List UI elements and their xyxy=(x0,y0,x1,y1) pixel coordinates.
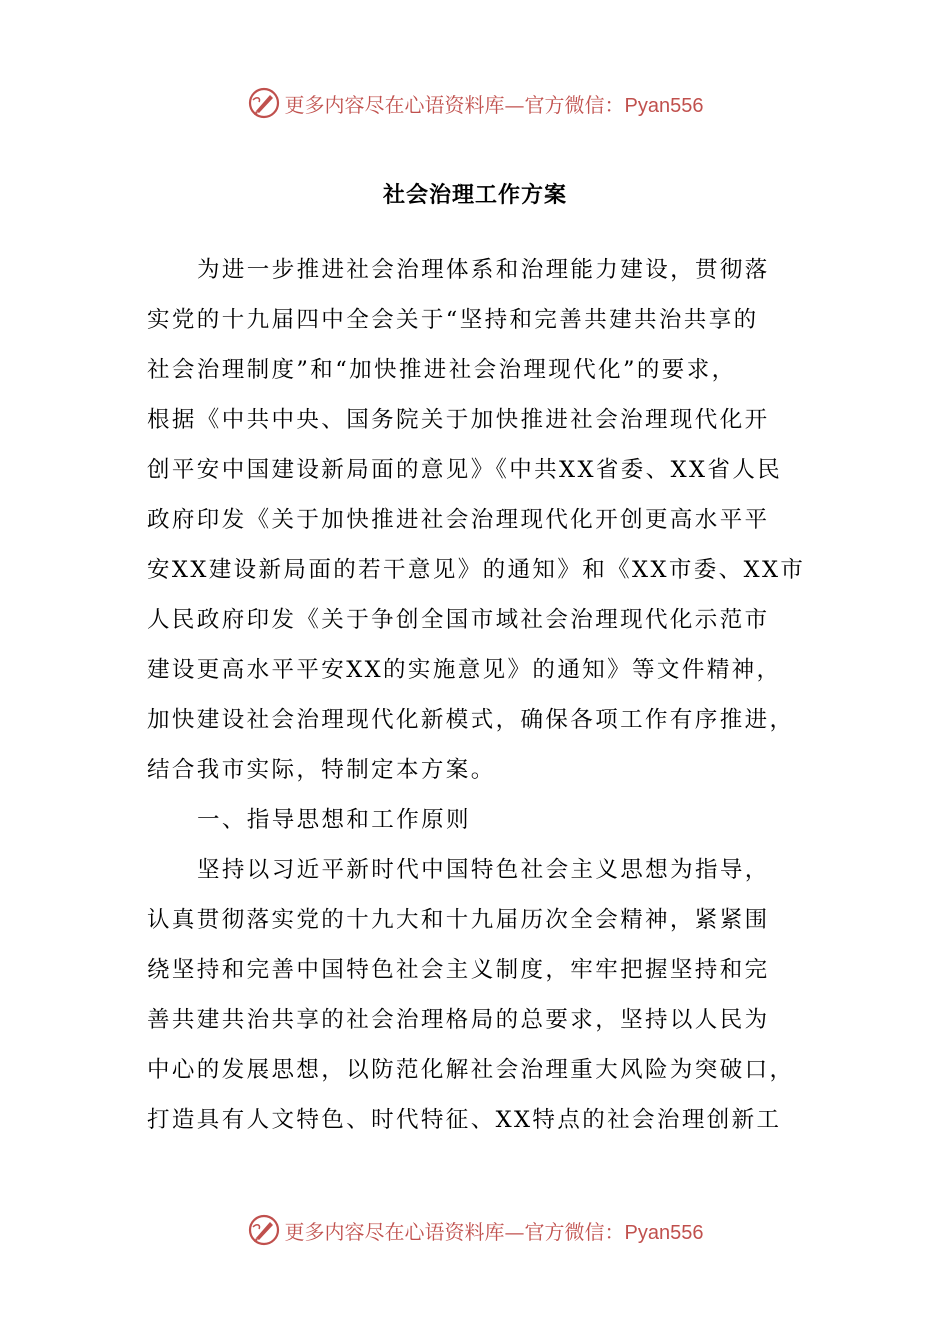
watermark-text: 更多内容尽在心语资料库—官方微信： xyxy=(284,92,625,117)
watermark-banner-top xyxy=(0,81,950,125)
text-line: 安XX建设新局面的若干意见》的通知》和《XX市委、XX市 xyxy=(147,557,806,583)
text-line: 政府印发《关于加快推进社会治理现代化开创更高水平平 xyxy=(147,507,770,533)
text-line: 社会治理制度”和“加快推进社会治理现代化”的要求， xyxy=(147,357,737,383)
text-line: 人民政府印发《关于争创全国市域社会治理现代化示范市 xyxy=(147,607,770,633)
paragraph-intro xyxy=(147,245,807,795)
paragraph-guiding-thought xyxy=(147,845,807,1145)
text-line: 实党的十九届四中全会关于“坚持和完善共建共治共享的 xyxy=(147,307,759,333)
text-line: 为进一步推进社会治理体系和治理能力建设，贯彻落 xyxy=(197,257,770,283)
text-line: 坚持以习近平新时代中国特色社会主义思想为指导， xyxy=(197,857,770,883)
text-line: 认真贯彻落实党的十九大和十九届历次全会精神，紧紧围 xyxy=(147,907,770,933)
text-line: 建设更高水平平安XX的实施意见》的通知》等文件精神， xyxy=(147,657,782,683)
text-line: 打造具有人文特色、时代特征、XX特点的社会治理创新工 xyxy=(147,1107,782,1133)
watermark-text: 更多内容尽在心语资料库—官方微信： xyxy=(284,1219,625,1244)
text-line: 善共建共治共享的社会治理格局的总要求，坚持以人民为 xyxy=(147,1007,770,1033)
text-line: 结合我市实际，特制定本方案。 xyxy=(147,757,496,783)
watermark-wechat-id: Pyan556 xyxy=(624,94,704,117)
watermark-banner-bottom xyxy=(0,1208,950,1252)
document-body xyxy=(147,245,807,1145)
text-line: 创平安中国建设新局面的意见》《中共XX省委、XX省人民 xyxy=(147,457,783,483)
watermark-wechat-id: Pyan556 xyxy=(624,1221,704,1244)
pen-logo-icon xyxy=(247,1213,281,1247)
text-line: 加快建设社会治理现代化新模式，确保各项工作有序推进， xyxy=(147,707,795,733)
pen-logo-icon xyxy=(247,86,281,120)
document-title: 社会治理工作方案 xyxy=(382,182,567,208)
section-heading: 一、指导思想和工作原则 xyxy=(197,807,471,833)
text-line: 中心的发展思想，以防范化解社会治理重大风险为突破口， xyxy=(147,1057,795,1083)
text-line: 根据《中共中央、国务院关于加快推进社会治理现代化开 xyxy=(147,407,770,433)
text-line: 绕坚持和完善中国特色社会主义制度，牢牢把握坚持和完 xyxy=(147,957,770,983)
